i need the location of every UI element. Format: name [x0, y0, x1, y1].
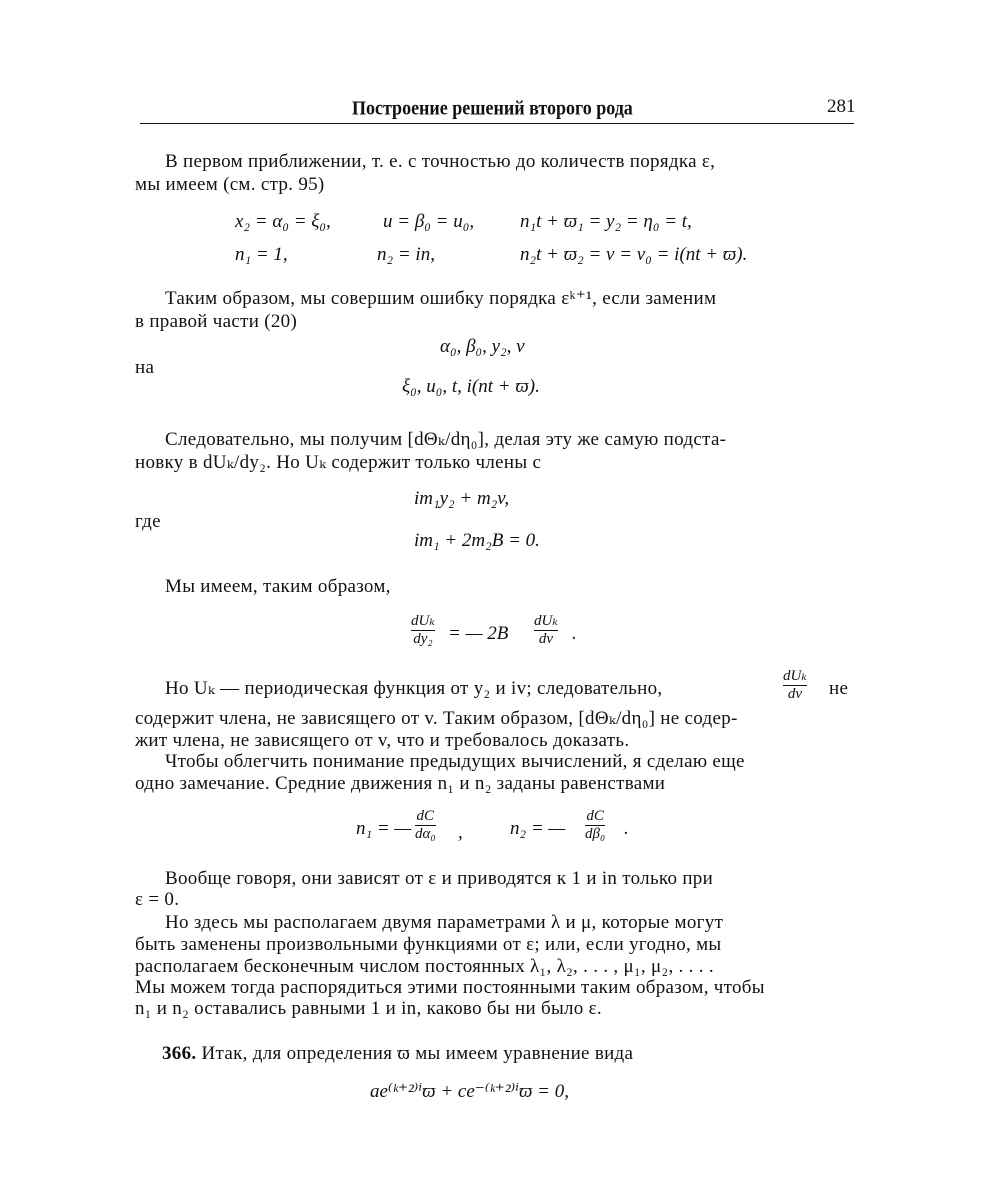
- fraction-denominator: dv: [787, 686, 802, 702]
- fraction-numerator: dC: [416, 808, 435, 824]
- equation-4: ξ₀, u₀, t, i(nt + ϖ).: [402, 376, 540, 397]
- paragraph-line-6: новку в dUₖ/dy₂. Но Uₖ содержит только члены с: [135, 452, 542, 473]
- equation-6: im₁ + 2m₂B = 0.: [414, 530, 540, 551]
- fraction-denominator: dy₂: [413, 631, 433, 647]
- equation-8-end: .: [624, 818, 629, 839]
- equation-8a: n₁ = —: [356, 818, 412, 839]
- paragraph-line-14: ε = 0.: [135, 889, 180, 910]
- fraction-denominator: dβ₀: [585, 826, 606, 842]
- word-gde: где: [135, 511, 161, 532]
- paragraph-line-12: одно замечание. Средние движения n₁ и n₂ заданы равенствами: [135, 773, 666, 794]
- header-rule: [140, 123, 854, 124]
- word-na: на: [135, 357, 155, 378]
- equation-7-middle: = — 2B: [448, 623, 509, 644]
- fraction-dc-dalpha0: [415, 808, 436, 843]
- paragraph-line-19: n₁ и n₂ оставались равными 1 и in, каково бы ни было ε.: [135, 998, 602, 1019]
- paragraph-line-18: Мы можем тогда распорядиться этими постоянными таким образом, чтобы: [135, 977, 765, 998]
- section-number: 366.: [162, 1043, 197, 1064]
- equation-5: im₁y₂ + m₂v,: [414, 488, 510, 509]
- equation-1a: x₂ = α₀ = ξ₀,: [235, 211, 331, 232]
- paragraph-line-8a: Но Uₖ — периодическая функция от y₂ и iv; следовательно,: [165, 678, 663, 699]
- equation-1b: u = β₀ = u₀,: [383, 211, 475, 232]
- paragraph-line-3: Таким образом, мы совершим ошибку порядка εᵏ⁺¹, если заменим: [165, 288, 717, 309]
- fraction-numerator: dUₖ: [783, 668, 807, 684]
- fraction-duk-dv-inline: [783, 668, 807, 703]
- fraction-numerator: dUₖ: [411, 613, 435, 629]
- equation-7-end: .: [572, 623, 577, 644]
- paragraph-line-8b: не: [829, 678, 849, 699]
- paragraph-line-11: Чтобы облегчить понимание предыдущих вычислений, я сделаю еще: [165, 751, 745, 772]
- equation-2c: n₂t + ϖ₂ = v = v₀ = i(nt + ϖ).: [520, 244, 748, 265]
- fraction-duk-dv: [534, 613, 558, 648]
- fraction-dc-dbeta0: [585, 808, 605, 843]
- equation-9: ae⁽ᵏ⁺²⁾ⁱϖ + ce⁻⁽ᵏ⁺²⁾ⁱϖ = 0,: [370, 1081, 569, 1102]
- fraction-duk-dy2: [411, 613, 435, 648]
- paragraph-line-9: содержит члена, не зависящего от v. Таким образом, [dΘₖ/dη₀] не содер-: [135, 708, 738, 729]
- fraction-denominator: dα₀: [415, 826, 436, 842]
- fraction-numerator: dC: [586, 808, 604, 824]
- paragraph-line-2: мы имеем (см. стр. 95): [135, 174, 325, 195]
- fraction-denominator: dv: [538, 631, 553, 647]
- paragraph-line-4: в правой части (20): [135, 311, 298, 332]
- paragraph-line-1: В первом приближении, т. е. с точностью до количеств порядка ε,: [165, 151, 716, 172]
- equation-1c: n₁t + ϖ₁ = y₂ = η₀ = t,: [520, 211, 692, 232]
- paragraph-line-15: Но здесь мы располагаем двумя параметрами λ и μ, которые могут: [165, 912, 724, 933]
- paragraph-line-5: Следовательно, мы получим [dΘₖ/dη₀], делая эту же самую подста-: [165, 429, 727, 450]
- equation-2b: n₂ = in,: [377, 244, 435, 265]
- section-366-line: [162, 1043, 882, 1065]
- paragraph-line-17: располагаем бесконечным числом постоянных λ₁, λ₂, . . . , μ₁, μ₂, . . . .: [135, 956, 714, 977]
- paragraph-line-16: быть заменены произвольными функциями от ε; или, если угодно, мы: [135, 934, 722, 955]
- equation-8-separator: ,: [458, 822, 463, 843]
- equation-3: α₀, β₀, y₂, v: [440, 336, 525, 357]
- equation-8b: n₂ = —: [510, 818, 566, 839]
- running-header-title: Построение решений второго рода: [352, 97, 633, 119]
- equation-2a: n₁ = 1,: [235, 244, 288, 265]
- section-text: Итак, для определения ϖ мы имеем уравнение вида: [201, 1043, 634, 1064]
- paragraph-line-7: Мы имеем, таким образом,: [165, 576, 391, 597]
- paragraph-line-10: жит члена, не зависящего от v, что и требовалось доказать.: [135, 730, 630, 751]
- paragraph-line-13: Вообще говоря, они зависят от ε и приводятся к 1 и in только при: [165, 868, 714, 889]
- page-number: 281: [827, 96, 856, 117]
- fraction-numerator: dUₖ: [534, 613, 558, 629]
